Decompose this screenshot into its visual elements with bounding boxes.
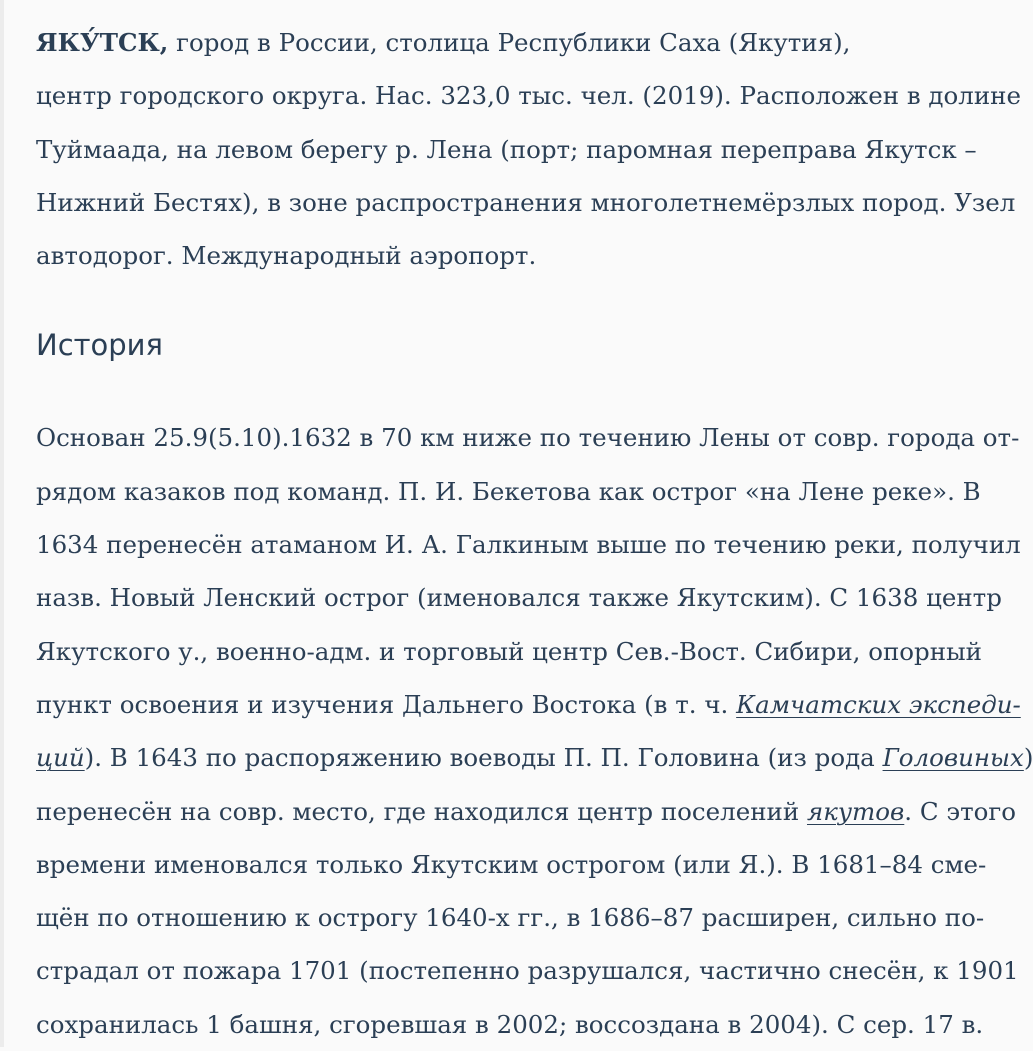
history-line-1: Основан 25.9(5.10).1632 в 70 км ниже по течению Лены от совр. города от- bbox=[36, 423, 1020, 453]
headword: ЯКУ́ТСК, bbox=[36, 28, 169, 57]
section-heading-history: История bbox=[36, 328, 163, 363]
history-line-6-text: пункт освоения и изучения Дальнего Востока (в т. ч. bbox=[36, 689, 737, 719]
history-line-11: страдал от пожара 1701 (постепенно разрушался, частично снесён, к 1901 bbox=[36, 956, 1019, 986]
history-line-8 bbox=[36, 785, 1017, 838]
link-yakuts[interactable]: якутов bbox=[806, 796, 905, 826]
history-line-2: рядом казаков под команд. П. И. Бекетова как острог «на Лене реке». В bbox=[36, 476, 981, 506]
history-heading-wrap bbox=[36, 325, 976, 365]
history-line-10: щён по отношению к острогу 1640-х гг., в 1686–87 расширен, сильно по- bbox=[36, 903, 985, 933]
intro-line-1-text: город в России, столица Республики Саха (Якутия), bbox=[168, 28, 851, 57]
history-line-6 bbox=[36, 678, 1021, 731]
history-line-3: 1634 перенесён атаманом И. А. Галкиным выше по течению реки, получил bbox=[36, 530, 1021, 560]
intro-line-4: Нижний Бестях), в зоне распространения многолетнемёрзлых пород. Узел bbox=[36, 187, 1016, 217]
intro-line-3: Туймаада, на левом берегу р. Лена (порт; паромная переправа Якутск – bbox=[36, 134, 977, 164]
intro-paragraph bbox=[36, 16, 1021, 282]
history-line-8-after: . С этого bbox=[904, 796, 1017, 826]
history-line-12: сохранилась 1 башня, сгоревшая в 2002; воссоздана в 2004). С сер. 17 в. bbox=[36, 1009, 984, 1039]
history-line-4: назв. Новый Ленский острог (именовался также Якутским). С 1638 центр bbox=[36, 583, 1002, 613]
history-line-9: времени именовался только Якутским острогом (или Я.). В 1681–84 сме- bbox=[36, 849, 987, 879]
link-kamchatka-expeditions[interactable]: Камчатских экспеди- bbox=[736, 689, 1021, 719]
history-paragraph bbox=[36, 411, 1033, 1051]
intro-line-2: центр городского округа. Нас. 323,0 тыс. чел. (2019). Расположен в долине bbox=[36, 81, 1021, 111]
history-line-7-close: ) bbox=[1023, 743, 1033, 773]
link-kamchatka-expeditions-cont[interactable]: ций bbox=[36, 743, 85, 773]
article bbox=[36, 16, 1033, 1051]
left-border bbox=[0, 0, 4, 1047]
intro-line-1 bbox=[36, 16, 976, 69]
history-line-7-text: ). В 1643 по распоряжению воеводы П. П. Головина (из рода bbox=[84, 743, 883, 773]
link-golovins[interactable]: Головиных bbox=[882, 743, 1024, 773]
history-line-8-text: перенесён на совр. место, где находился центр поселений bbox=[36, 796, 807, 826]
history-line-7 bbox=[36, 731, 1033, 784]
history-line-5: Якутского у., военно-адм. и торговый центр Сев.-Вост. Сибири, опорный bbox=[36, 636, 982, 666]
intro-line-5: автодорог. Международный аэропорт. bbox=[36, 241, 537, 271]
